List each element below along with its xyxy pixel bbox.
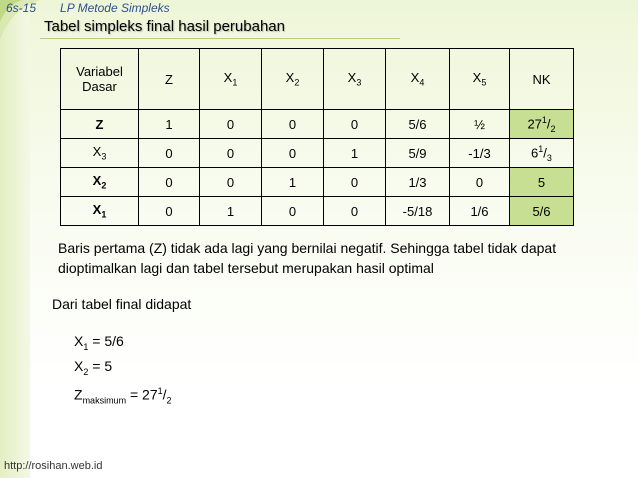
cell-x1: 0 bbox=[200, 110, 262, 139]
cell-x2: 0 bbox=[262, 139, 324, 168]
row-basis: $X_2$ bbox=[61, 168, 139, 197]
left-decor-band bbox=[0, 0, 30, 478]
cell-x3: 0 bbox=[324, 197, 386, 226]
cell-x5: 1/6 bbox=[450, 197, 510, 226]
row-basis: $X_3$ bbox=[61, 139, 139, 168]
cell-x5: ½ bbox=[450, 110, 510, 139]
cell-x4: 5/9 bbox=[386, 139, 450, 168]
cell-z: 0 bbox=[139, 197, 200, 226]
cell-x2: 1 bbox=[262, 168, 324, 197]
cell-x1: 1 bbox=[200, 197, 262, 226]
table-row bbox=[61, 110, 574, 139]
header-x2: $X_2$ bbox=[262, 49, 324, 110]
cell-x1: 0 bbox=[200, 139, 262, 168]
row-basis: $X_1$ bbox=[61, 197, 139, 226]
cell-x3: 0 bbox=[324, 168, 386, 197]
header-z: Z bbox=[139, 49, 200, 110]
results-block bbox=[74, 332, 172, 410]
header-x1: $X_1$ bbox=[200, 49, 262, 110]
cell-z: 0 bbox=[139, 168, 200, 197]
cell-nk: 5 bbox=[510, 168, 574, 197]
table-header-row bbox=[61, 49, 574, 110]
cell-x4: 1/3 bbox=[386, 168, 450, 197]
cell-nk: $6^1/_3$ bbox=[510, 139, 574, 168]
slide-number: 6s-15 bbox=[6, 1, 37, 15]
row-basis: Z bbox=[61, 110, 139, 139]
cell-x4: -5/18 bbox=[386, 197, 450, 226]
final-label: Dari tabel final didapat bbox=[52, 296, 192, 312]
cell-x2: 0 bbox=[262, 110, 324, 139]
cell-x5: -1/3 bbox=[450, 139, 510, 168]
cell-x4: 5/6 bbox=[386, 110, 450, 139]
slide-header bbox=[6, 1, 194, 15]
header-variabel-line1: Variabel bbox=[76, 64, 123, 79]
table-row bbox=[61, 197, 574, 226]
cell-nk: 5/6 bbox=[510, 197, 574, 226]
table-row bbox=[61, 139, 574, 168]
result-z-max: $Z_{maksimum} = 27^1/_2$ bbox=[74, 385, 172, 406]
course-title: LP Metode Simpleks bbox=[60, 1, 170, 15]
simplex-table bbox=[60, 48, 574, 226]
header-nk: NK bbox=[510, 49, 574, 110]
result-x2: $X_2 = 5$ bbox=[74, 357, 113, 377]
title-underline bbox=[40, 38, 400, 39]
table-row bbox=[61, 168, 574, 197]
conclusion-paragraph: Baris pertama (Z) tidak ada lagi yang bernilai negatif. Sehingga tabel tidak dapat dioptimalkan lagi dan tabel tersebut merupakan hasil optimal bbox=[58, 240, 557, 276]
header-x5: $X_5$ bbox=[450, 49, 510, 110]
header-x4: $X_4$ bbox=[386, 49, 450, 110]
cell-x3: 1 bbox=[324, 139, 386, 168]
footer-url: http://rosihan.web.id bbox=[4, 460, 103, 472]
header-variabel-dasar bbox=[61, 49, 139, 110]
cell-x3: 0 bbox=[324, 110, 386, 139]
slide-title: Tabel simpleks final hasil perubahan bbox=[44, 18, 285, 35]
cell-x2: 0 bbox=[262, 197, 324, 226]
result-x1: $X_1 = 5/6$ bbox=[74, 333, 124, 352]
cell-x5: 0 bbox=[450, 168, 510, 197]
cell-z: 1 bbox=[139, 110, 200, 139]
cell-z: 0 bbox=[139, 139, 200, 168]
cell-nk: $27^1/_2$ bbox=[510, 110, 574, 139]
cell-x1: 0 bbox=[200, 168, 262, 197]
header-variabel-line2: Dasar bbox=[82, 79, 117, 94]
header-x3: $X_3$ bbox=[324, 49, 386, 110]
